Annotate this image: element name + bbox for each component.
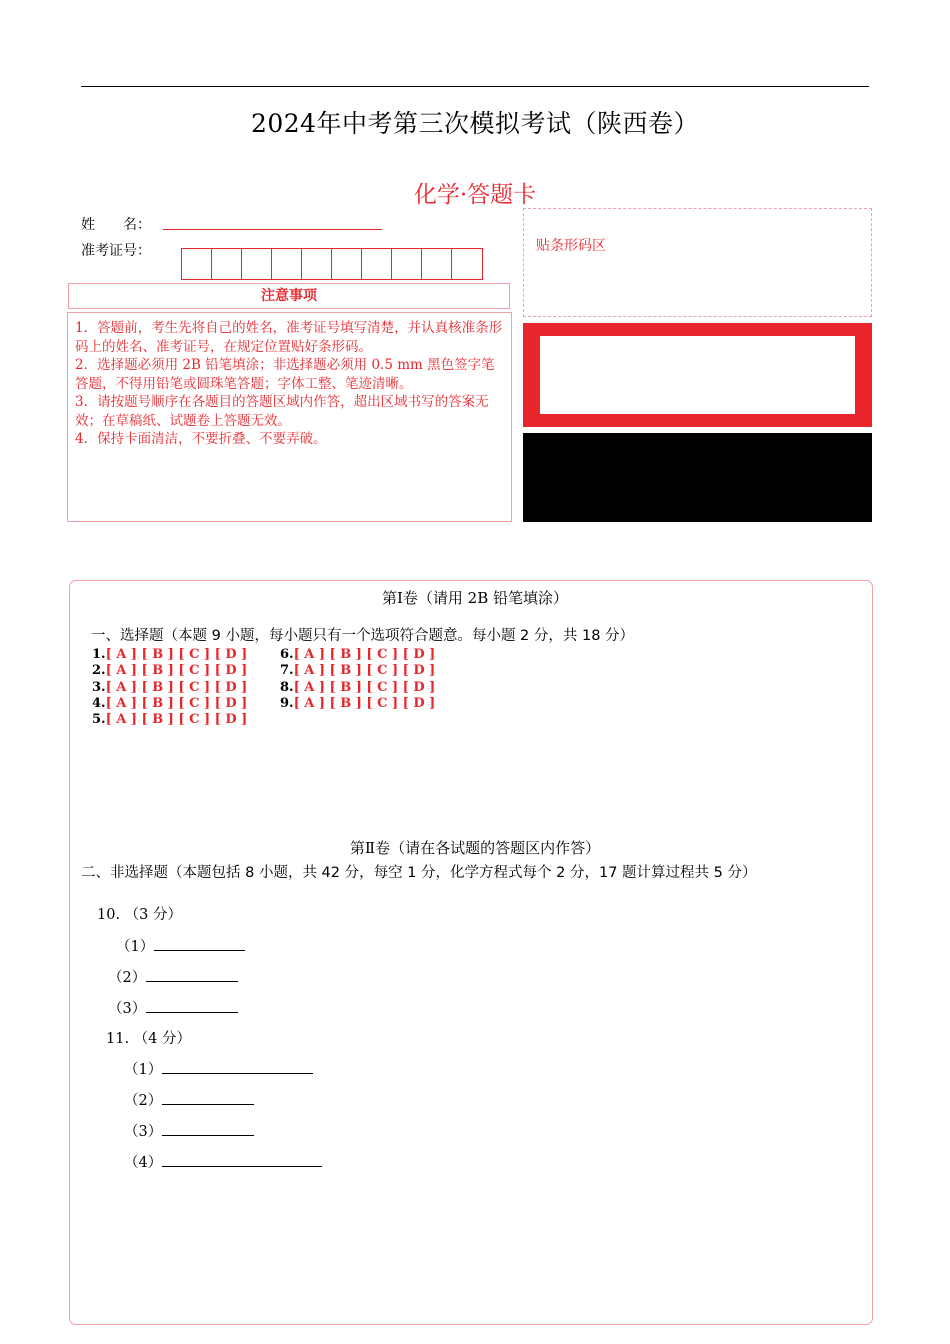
mc-row	[92, 712, 247, 728]
exam-id-digit-box[interactable]	[332, 249, 362, 279]
mc-row	[280, 680, 435, 696]
choice-bubbles[interactable]: [ A ] [ B ] [ C ] [ D ]	[105, 679, 248, 695]
answer-line[interactable]	[162, 1088, 254, 1105]
q10-blank-1	[116, 934, 245, 956]
blank-label: （2）	[124, 1093, 163, 1109]
question-number: 9.	[280, 695, 294, 711]
part1-heading: 一、选择题（本题 9 小题，每小题只有一个选项符合题意。每小题 2 分，共 18 分）	[91, 628, 635, 644]
exam-id-digit-box[interactable]	[392, 249, 422, 279]
absence-mark-box	[540, 336, 855, 414]
mc-row	[92, 680, 247, 696]
answer-card-title: 化学·答题卡	[413, 182, 537, 208]
choice-bubbles[interactable]: [ A ] [ B ] [ C ] [ D ]	[293, 679, 436, 695]
exam-id-digit-box[interactable]	[302, 249, 332, 279]
barcode-area	[523, 208, 872, 317]
q11-blank-2	[124, 1088, 254, 1110]
choice-bubbles[interactable]: [ A ] [ B ] [ C ] [ D ]	[293, 663, 436, 679]
q10-blank-3	[108, 996, 238, 1018]
mc-row	[280, 647, 435, 663]
mc-column-1	[92, 647, 247, 728]
choice-bubbles[interactable]: [ A ] [ B ] [ C ] [ D ]	[293, 695, 436, 711]
notice-item: 1．答题前，考生先将自己的姓名，准考证号填写清楚，并认真核准条形码上的姓名、准考证号，在规定位置贴好条形码。	[75, 320, 503, 355]
question-number: 1.	[92, 647, 106, 662]
blank-label: （1）	[124, 1062, 163, 1078]
barcode-label: 贴条形码区	[536, 238, 606, 254]
q11-blank-3	[124, 1119, 254, 1141]
notice-item: 3．请按题号顺序在各题目的答题区域内作答，超出区域书写的答案无效；在草稿纸、试题卷上答题无效。	[75, 394, 489, 429]
exam-id-digit-box[interactable]	[182, 249, 212, 279]
blank-label: （4）	[124, 1155, 163, 1171]
q10-blank-2	[108, 965, 238, 987]
question-number: 5.	[92, 712, 106, 728]
blank-label: （3）	[124, 1124, 163, 1140]
answer-line[interactable]	[146, 996, 238, 1013]
question-number: 4.	[92, 695, 106, 711]
top-rule	[81, 86, 869, 87]
q11-title: 11. （4 分）	[106, 1031, 192, 1047]
exam-id-digit-box[interactable]	[362, 249, 392, 279]
mc-row	[92, 663, 247, 679]
answer-line[interactable]	[162, 1150, 322, 1167]
answer-line[interactable]	[154, 934, 245, 951]
exam-id-digit-box[interactable]	[452, 249, 482, 279]
question-number: 7.	[280, 663, 294, 679]
mc-row	[280, 663, 435, 679]
name-label: 姓 名：	[81, 217, 151, 233]
choice-bubbles[interactable]: [ A ] [ B ] [ C ] [ D ]	[105, 712, 248, 728]
name-field[interactable]	[163, 229, 382, 230]
part2-heading: 二、非选择题（本题包括 8 小题，共 42 分，每空 1 分，化学方程式每个 2 分，17 题计算过程共 5 分）	[81, 865, 757, 881]
blank-label: （2）	[108, 970, 147, 986]
exam-id-label: 准考证号：	[81, 243, 151, 259]
q11-blank-4	[124, 1150, 322, 1172]
notice-title: 注意事项	[68, 283, 510, 309]
notice-item: 2．选择题必须用 2B 铅笔填涂；非选择题必须用 0.5 mm 黑色签字笔答题，不得用铅笔或圆珠笔答题；字体工整、笔迹清晰。	[75, 357, 495, 392]
notice-item: 4．保持卡面清洁，不要折叠、不要弄破。	[75, 431, 327, 447]
blank-label: （3）	[108, 1001, 147, 1017]
mc-row	[280, 696, 435, 712]
answer-line[interactable]	[146, 965, 238, 982]
exam-title: 2024年中考第三次模拟考试（陕西卷）	[250, 109, 700, 138]
blank-label: （1）	[116, 939, 155, 955]
choice-bubbles[interactable]: [ A ] [ B ] [ C ] [ D ]	[105, 647, 248, 662]
question-number: 2.	[92, 663, 106, 679]
part1-title: 第Ⅰ卷（请用 2B 铅笔填涂）	[381, 589, 569, 607]
choice-bubbles[interactable]: [ A ] [ B ] [ C ] [ D ]	[105, 663, 248, 679]
black-reserved-block	[523, 433, 872, 522]
notice-body	[67, 312, 512, 522]
question-number: 8.	[280, 679, 294, 695]
exam-id-digit-box[interactable]	[212, 249, 242, 279]
mc-row	[92, 696, 247, 712]
part2-title: 第Ⅱ卷（请在各试题的答题区内作答）	[349, 839, 601, 857]
exam-id-digit-box[interactable]	[422, 249, 452, 279]
q10-title: 10. （3 分）	[97, 907, 183, 923]
mc-row	[92, 647, 247, 663]
question-number: 3.	[92, 679, 106, 695]
exam-id-digit-box[interactable]	[272, 249, 302, 279]
question-number: 6.	[280, 647, 294, 662]
q11-blank-1	[124, 1057, 313, 1079]
exam-id-boxes	[181, 248, 483, 280]
exam-id-digit-box[interactable]	[242, 249, 272, 279]
answer-line[interactable]	[162, 1119, 254, 1136]
choice-bubbles[interactable]: [ A ] [ B ] [ C ] [ D ]	[293, 647, 436, 662]
choice-bubbles[interactable]: [ A ] [ B ] [ C ] [ D ]	[105, 695, 248, 711]
answer-line[interactable]	[162, 1057, 313, 1074]
mc-column-2	[280, 647, 435, 712]
